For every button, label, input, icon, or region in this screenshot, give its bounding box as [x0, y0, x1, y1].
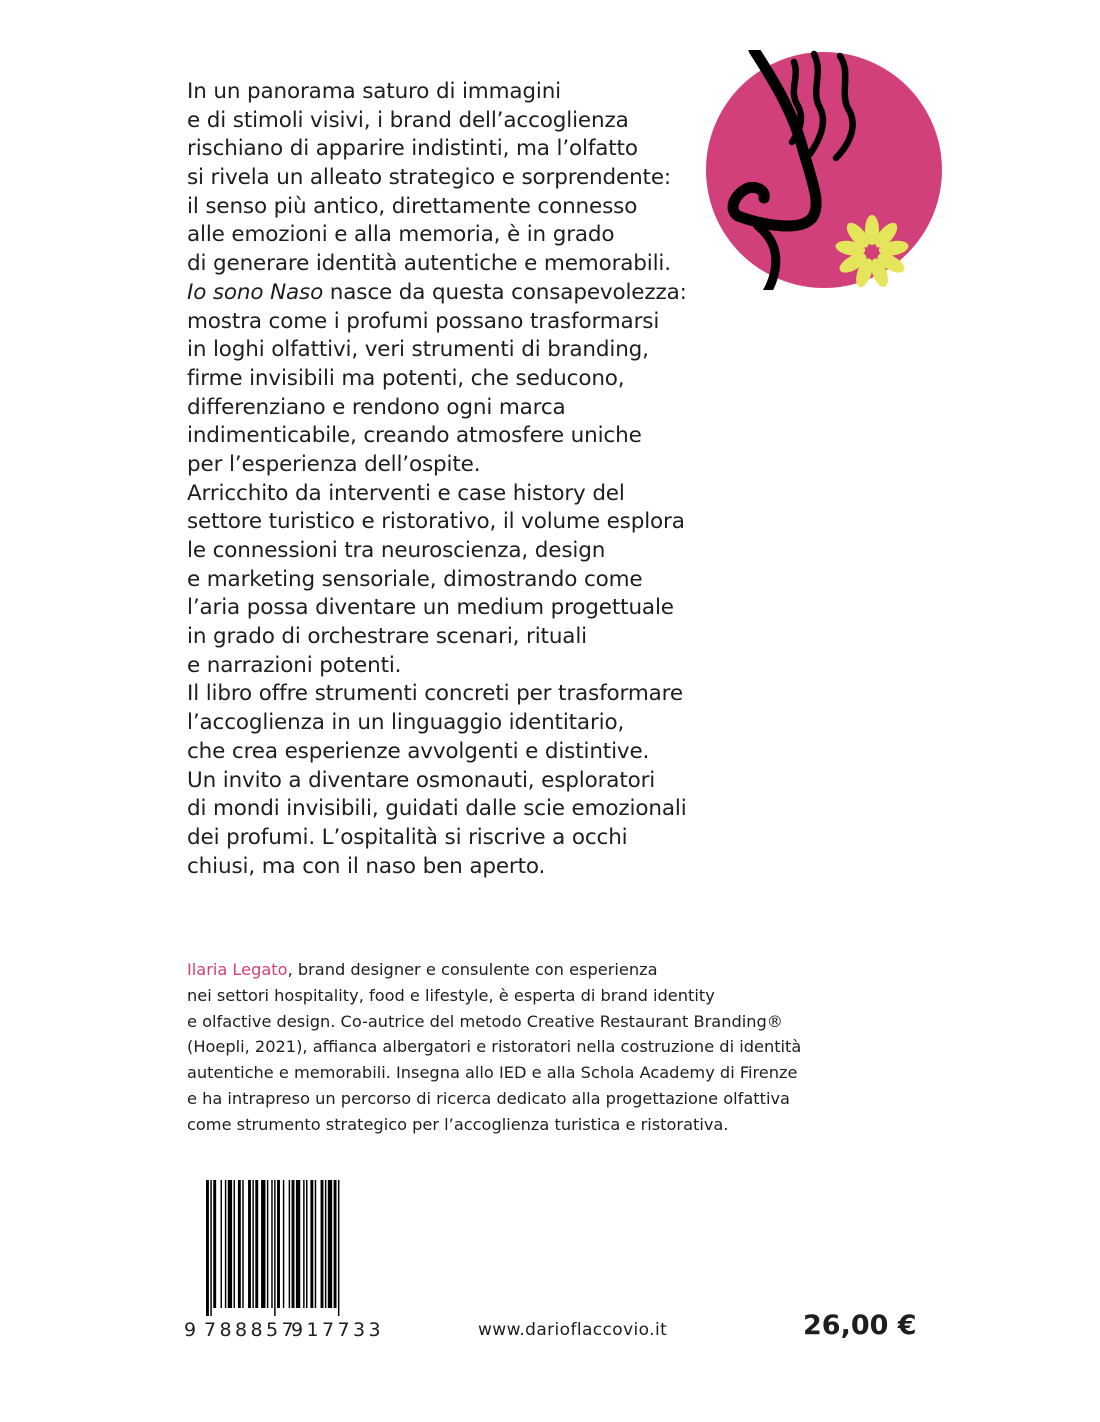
bio-line: (Hoepli, 2021), affianca albergatori e ristoratori nella costruzione di identità	[187, 1037, 802, 1057]
barcode-bar	[255, 1180, 258, 1308]
blurb-line: l’accoglienza in un linguaggio identitario,	[187, 710, 625, 736]
blurb-line: di generare identità autentiche e memorabili.	[187, 251, 671, 277]
blurb-line: per l’esperienza dell’ospite.	[187, 451, 481, 477]
blurb-line: mostra come i profumi possano trasformarsi	[187, 308, 660, 334]
blurb-line: il senso più antico, direttamente connesso	[187, 193, 638, 219]
barcode-bar	[338, 1180, 339, 1316]
blurb-line: le connessioni tra neuroscienza, design	[187, 538, 606, 563]
blurb-line: che crea esperienze avvolgenti e distintive.	[187, 738, 650, 764]
nose-smelling-flower-icon	[704, 50, 944, 290]
blurb-line: differenziano e rendono ogni marca	[187, 394, 566, 420]
barcode-bar	[274, 1180, 275, 1316]
isbn-barcode	[180, 1180, 400, 1350]
bio-line: e ha intrapreso un percorso di ricerca dedicato alla progettazione olfattiva	[187, 1088, 790, 1108]
blurb-line	[187, 279, 727, 308]
author-name: Ilaria Legato	[187, 960, 288, 979]
barcode-bar	[303, 1180, 304, 1308]
barcode-bar	[315, 1180, 316, 1308]
blurb-line: Un invito a diventare osmonauti, esploratori	[187, 767, 656, 793]
blurb-line: l’aria possa diventare un medium progettuale	[187, 595, 674, 621]
blurb-line: e marketing sensoriale, dimostrando come	[187, 566, 643, 592]
barcode-bar	[213, 1180, 216, 1308]
bio-line: nei settori hospitality, food e lifestyle, è esperta di brand identity	[187, 985, 715, 1005]
barcode-bar	[206, 1180, 209, 1316]
blurb-line: alle emozioni e alla memoria, è in grado	[187, 222, 615, 248]
blurb-line: indimenticabile, creando atmosfere uniche	[187, 423, 642, 449]
bio-line-rest: , brand designer e consulente con esperienza	[287, 960, 658, 979]
barcode-bar	[289, 1180, 290, 1308]
publisher-website: www.darioflaccovio.it	[478, 1320, 668, 1340]
blurb-line: rischiano di apparire indistinti, ma l’olfatto	[187, 136, 638, 162]
barcode-bar	[238, 1180, 241, 1308]
blurb-line: si rivela un alleato strategico e sorprendente:	[187, 165, 671, 191]
barcode-bar	[261, 1180, 265, 1308]
bio-line: autentiche e memorabili. Insegna allo IED e alla Schola Academy di Firenze	[187, 1063, 798, 1083]
isbn-right-group: 917733	[291, 1319, 384, 1341]
price: 26,00 €	[803, 1310, 917, 1341]
barcode-bar	[242, 1180, 243, 1308]
logo-circle	[706, 52, 942, 288]
barcode-bar	[306, 1180, 307, 1308]
barcode-bar	[296, 1180, 300, 1308]
barcode-bar	[292, 1180, 295, 1308]
isbn-left-group: 788857	[204, 1319, 297, 1341]
blurb-line: firme invisibili ma potenti, che seducono,	[187, 365, 625, 391]
barcode-bar	[277, 1180, 280, 1308]
barcode-bar	[271, 1180, 272, 1308]
bio-line	[187, 957, 887, 983]
barcode-bar	[334, 1180, 337, 1308]
blurb-line: di mondi invisibili, guidati dalle scie emozionali	[187, 796, 687, 822]
barcode-bar	[325, 1180, 326, 1308]
bio-line: come strumento strategico per l’accoglienza turistica e ristorativa.	[187, 1114, 729, 1134]
blurb-line: dei profumi. L’ospitalità si riscrive a occhi	[187, 824, 628, 850]
blurb-line: e di stimoli visivi, i brand dell’accoglienza	[187, 107, 629, 133]
blurb-line: in grado di orchestrare scenari, rituali	[187, 624, 587, 650]
blurb-line-rest: nasce da questa consapevolezza:	[323, 279, 687, 305]
barcode-bar	[321, 1180, 324, 1308]
blurb-line: e narrazioni potenti.	[187, 652, 402, 678]
isbn-first-digit: 9	[184, 1319, 197, 1341]
barcode-bar	[221, 1180, 222, 1308]
blurb-line: settore turistico e ristorativo, il volume esplora	[187, 509, 685, 535]
book-title: Io sono Naso	[187, 279, 324, 305]
barcode-bar	[228, 1180, 232, 1308]
blurb-line: in loghi olfattivi, veri strumenti di branding,	[187, 337, 649, 363]
barcode-bar	[234, 1180, 235, 1308]
barcode-bar	[252, 1180, 253, 1308]
blurb-text	[187, 78, 727, 881]
author-bio	[187, 957, 887, 1138]
blurb-line: chiusi, ma con il naso ben aperto.	[187, 853, 546, 879]
barcode-bar	[310, 1180, 313, 1308]
barcode-bar	[328, 1180, 332, 1308]
barcode-bar	[248, 1180, 251, 1308]
barcode-icon	[206, 1180, 382, 1316]
blurb-line: Il libro offre strumenti concreti per trasformare	[187, 681, 683, 707]
bio-line: e olfactive design. Co-autrice del metodo Creative Restaurant Branding®	[187, 1011, 783, 1031]
barcode-bar	[283, 1180, 284, 1308]
barcode-bar	[267, 1180, 268, 1308]
barcode-bar	[210, 1180, 211, 1316]
barcode-bar	[225, 1180, 226, 1308]
blurb-line: In un panorama saturo di immagini	[187, 79, 562, 104]
blurb-line: Arricchito da interventi e case history del	[187, 480, 625, 506]
